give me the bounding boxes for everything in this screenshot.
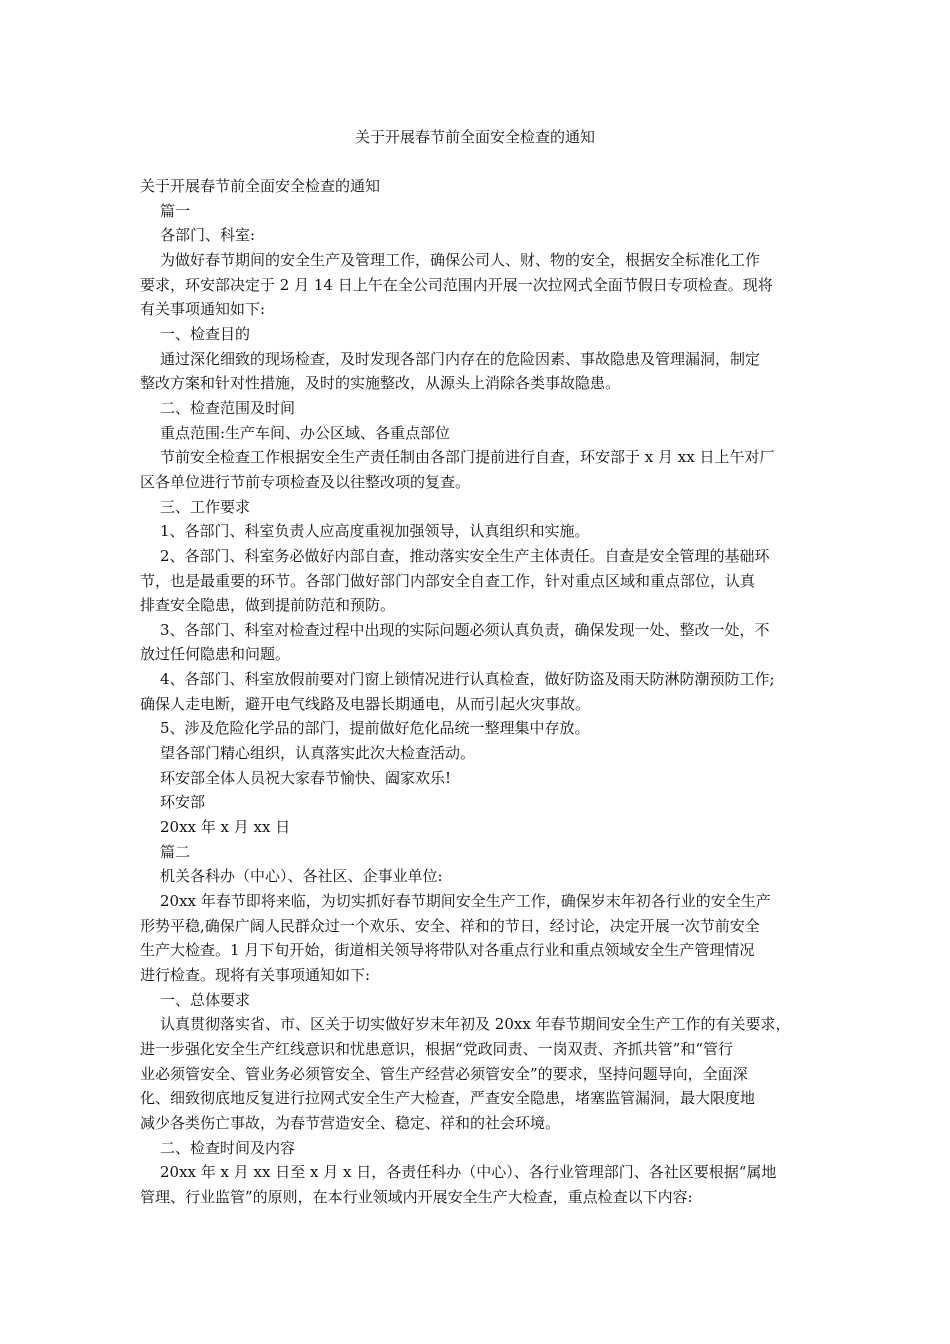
text-line: 放过任何隐患和问题。 xyxy=(140,645,291,664)
text-line: 形势平稳,确保广阔人民群众过一个欢乐、安全、祥和的节日，经讨论，决定开展一次节前安全 xyxy=(140,916,760,935)
text-line: 3、各部门、科室对检查过程中出现的实际问题必须认真负责，确保发现一处、整改一处，不 xyxy=(160,620,770,639)
text-line: 篇一 xyxy=(160,201,191,220)
text-line: 4、各部门、科室放假前要对门窗上锁情况进行认真检查，做好防盗及雨天防淋防潮预防工作; xyxy=(160,670,775,689)
text-line: 二、检查范围及时间 xyxy=(160,398,296,417)
text-line: 化、细致彻底地反复进行拉网式安全生产大检查，严查安全隐患，堵塞监管漏洞，最大限度地 xyxy=(140,1089,756,1108)
text-line: 关于开展春节前全面安全检查的通知 xyxy=(140,177,381,195)
text-line: 环安部 xyxy=(160,793,206,812)
text-line: 通过深化细致的现场检查，及时发现各部门内存在的危险因素、事故隐患及管理漏洞，制定 xyxy=(160,349,761,368)
text-line: 认真贯彻落实省、市、区关于切实做好岁末年初及 20xx 年春节期间安全生产工作的有关要求， xyxy=(160,1015,791,1034)
text-line: 确保人走电断，避开电气线路及电器长期通电，从而引起火灾事故。 xyxy=(140,694,591,713)
text-line: 2、各部门、科室务必做好内部自查，推动落实安全生产主体责任。自查是安全管理的基础环 xyxy=(160,546,770,565)
text-line: 管理、行业监管”的原则，在本行业领域内开展安全生产大检查，重点检查以下内容: xyxy=(140,1187,693,1206)
text-line: 1、各部门、科室负责人应高度重视加强领导，认真组织和实施。 xyxy=(160,522,590,541)
text-line: 重点范围:生产车间、办公区域、各重点部位 xyxy=(160,423,451,442)
text-line: 篇二 xyxy=(160,842,191,861)
document-body xyxy=(140,174,820,1210)
text-line: 环安部全体人员祝大家春节愉快、阖家欢乐! xyxy=(160,768,452,787)
text-line: 一、总体要求 xyxy=(160,990,251,1009)
text-line: 望各部门精心组织，认真落实此次大检查活动。 xyxy=(160,744,476,763)
text-line: 20xx 年春节即将来临，为切实抓好春节期间安全生产工作，确保岁末年初各行业的安全生产 xyxy=(160,892,771,911)
text-line: 三、工作要求 xyxy=(160,497,251,516)
text-line: 业必须管安全、管业务必须管安全、管生产经营必须管安全”的要求，坚持问题导向，全面深 xyxy=(140,1064,748,1083)
text-line: 20xx 年 x 月 xx 日至 x 月 x 日，各责任科办（中心）、各行业管理部门、各社区要根据“属地 xyxy=(160,1163,777,1182)
text-line: 减少各类伤亡事故，为春节营造安全、稳定、祥和的社会环境。 xyxy=(140,1113,561,1132)
text-line: 要求，环安部决定于 2 月 14 日上午在全公司范围内开展一次拉网式全面节假日专项检查。现将 xyxy=(140,275,773,294)
text-line: 节，也是最重要的环节。各部门做好部门内部安全自查工作，针对重点区域和重点部位，认真 xyxy=(140,571,756,590)
text-line: 节前安全检查工作根据安全生产责任制由各部门提前进行自查，环安部于 x 月 xx 日上午对厂 xyxy=(160,448,775,467)
text-line: 区各单位进行节前专项检查及以往整改项的复查。 xyxy=(140,472,471,491)
text-line: 5、涉及危险化学品的部门，提前做好危化品统一整理集中存放。 xyxy=(160,719,590,738)
text-line: 有关事项通知如下: xyxy=(140,300,266,319)
text-line: 整改方案和针对性措施，及时的实施整改，从源头上消除各类事故隐患。 xyxy=(140,374,621,393)
text-line: 排查安全隐患，做到提前防范和预防。 xyxy=(140,596,396,615)
text-line: 生产大检查。1 月下旬开始，街道相关领导将带队对各重点行业和重点领域安全生产管理情况 xyxy=(140,941,755,960)
text-line: 进行检查。现将有关事项通知如下: xyxy=(140,966,371,984)
text-line: 二、检查时间及内容 xyxy=(160,1138,296,1157)
document-title: 关于开展春节前全面安全检查的通知 xyxy=(354,128,595,146)
text-line: 一、检查目的 xyxy=(160,324,251,343)
text-line: 为做好春节期间的安全生产及管理工作，确保公司人、财、物的安全，根据安全标准化工作 xyxy=(160,250,761,269)
text-line: 机关各科办（中心）、各社区、企事业单位: xyxy=(160,867,443,886)
text-line: 进一步强化安全生产红线意识和忧患意识，根据“党政同责、一岗双责、齐抓共管”和“管行 xyxy=(140,1039,734,1058)
text-line: 各部门、科室: xyxy=(160,226,256,245)
text-line: 20xx 年 x 月 xx 日 xyxy=(160,818,291,837)
